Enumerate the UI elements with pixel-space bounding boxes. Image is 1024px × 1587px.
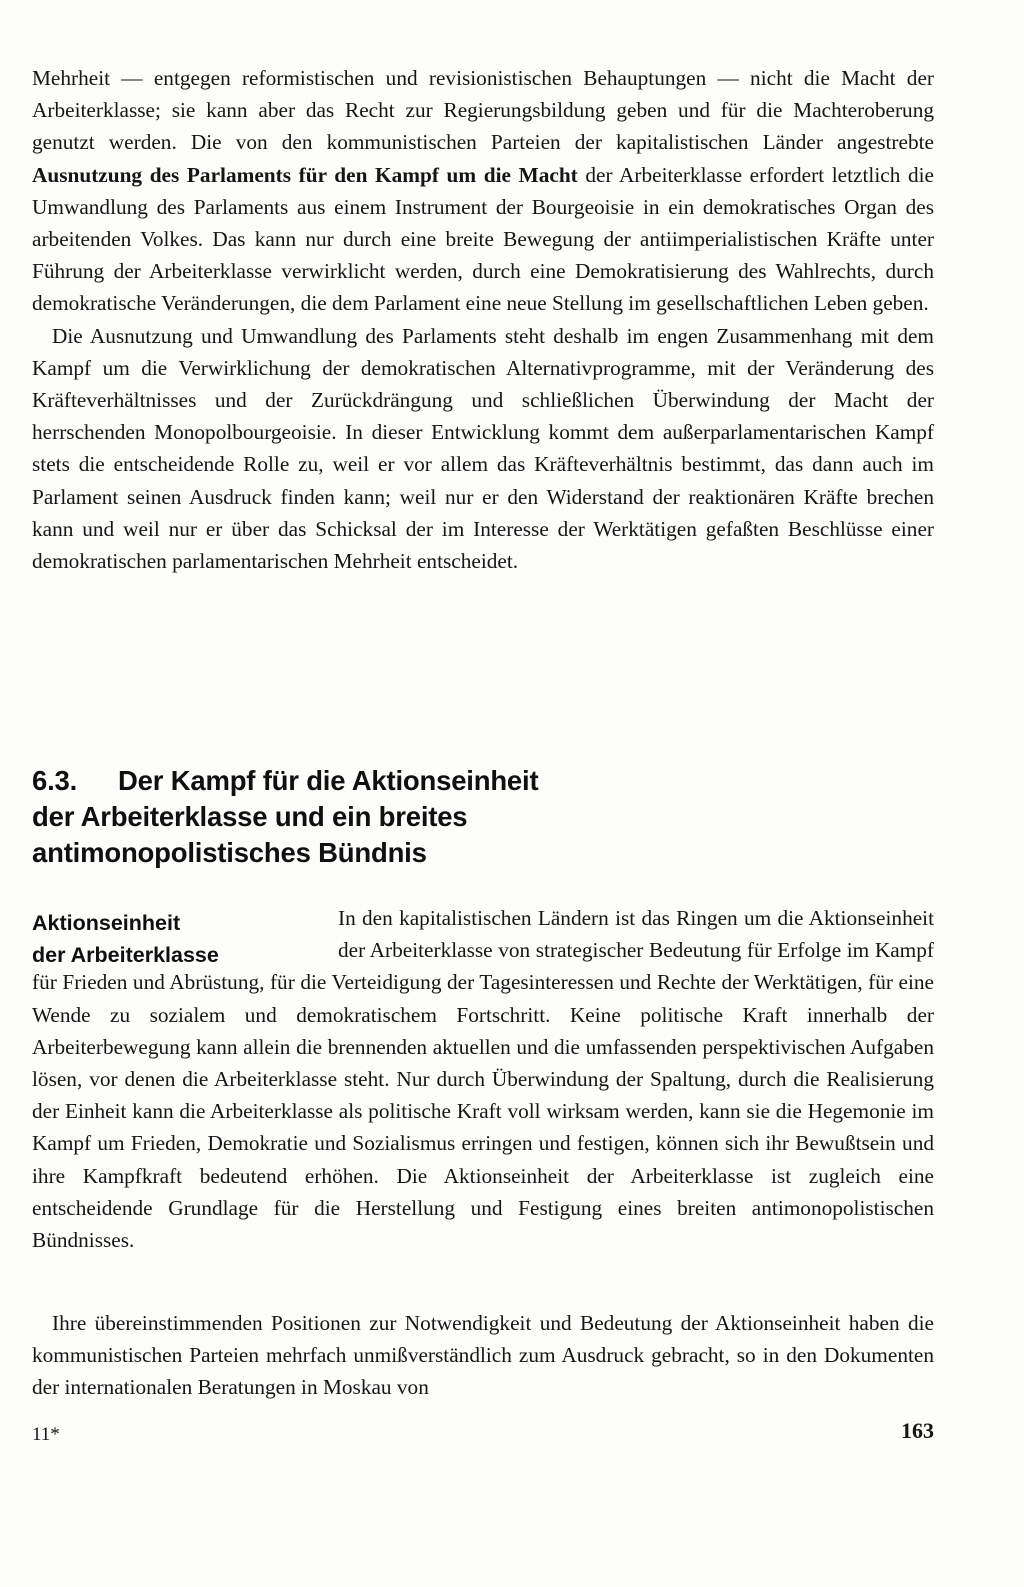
section-title-line-3: antimonopolistisches Bündnis	[32, 837, 427, 868]
section-heading	[32, 763, 792, 871]
printer-signature: 11*	[32, 1424, 60, 1445]
paragraph-text: der Arbeiterklasse erfordert letztlich die Umwandlung des Parlaments aus einem Instrument der Bourgeoisie in ein demokratisches Organ des arbeitenden Volkes. Das kann nur durch eine breite Bewegung der antiimperialistischen Kräfte unter Führung der Arbeiterklasse verwirklicht werden, durch eine Demokratisierung des Wahlrechts, durch demokratische Veränderungen, die dem Parlament eine neue Stellung im gesellschaftlichen Leben geben.	[32, 162, 934, 316]
emphasized-text: Ausnutzung des Parlaments für den Kampf um die Macht	[32, 162, 578, 187]
paragraph-text: In den kapitalistischen Ländern ist das Ringen um die Aktionseinheit der Arbeiterklasse von strategischer Bedeutung für Erfolge im Kampf für Frieden und Abrüstung, für die Verteidigung der Tagesinteressen und Rechte der Werktätigen, für eine Wende zu sozialem und demokratischem Fortschritt. Keine politische Kraft innerhalb der Arbeiterbewegung kann allein die brennenden aktuellen und die umfassenden perspektivischen Aufgaben lösen, vor denen die Arbeiterklasse steht. Nur durch Überwindung der Spaltung, durch die Realisierung der Einheit kann die Arbeiterklasse als politische Kraft voll wirksam werden, kann sie die Hegemonie im Kampf um Frieden, Demokratie und Sozialismus erringen und festigen, können sich ihr Bewußtsein und ihre Kampfkraft bedeutend erhöhen. Die Aktionseinheit der Arbeiterklasse ist zugleich eine entscheidende Grundlage für die Herstellung und Festigung eines breiten antimonopolistischen Bündnisses.	[32, 906, 934, 1253]
text-block-bottom	[32, 1307, 934, 1404]
section-title-line-2: der Arbeiterklasse und ein breites	[32, 801, 468, 832]
paragraph	[32, 902, 934, 1256]
text-block-section	[32, 902, 934, 1256]
section-title-line-1: Der Kampf für die Aktionseinheit	[118, 765, 539, 796]
paragraph: Ihre übereinstimmenden Positionen zur Notwendigkeit und Bedeutung der Aktionseinheit haben die kommunistischen Parteien mehrfach unmißverständlich zum Ausdruck gebracht, so in den Dokumenten der internationalen Beratungen in Moskau von	[32, 1311, 934, 1400]
marginal-heading-line-1: Aktionseinheit	[32, 911, 181, 935]
paragraph	[32, 62, 934, 320]
text-block-top	[32, 62, 934, 577]
marginal-heading-line-2: der Arbeiterklasse	[32, 943, 219, 967]
page-number: 163	[901, 1418, 934, 1443]
section-heading-line	[32, 763, 792, 799]
section-number: 6.3.	[32, 765, 78, 796]
paragraph-text: Mehrheit — entgegen reformistischen und revisionistischen Behauptungen — nicht die Macht der Arbeiterklasse; sie kann aber das Recht zur Regierungsbildung geben und für die Machteroberung genutzt werden. Die von den kommunistischen Parteien der kapitalistischen Länder angestrebte	[32, 66, 934, 155]
paragraph: Die Ausnutzung und Umwandlung des Parlaments steht deshalb im engen Zusammenhang mit dem Kampf um die Verwirklichung der demokratischen Alternativprogramme, mit der Veränderung des Kräfteverhältnisses und der Zurückdrängung und schließlichen Überwindung der Macht der herrschenden Monopolbourgeoisie. In dieser Entwicklung kommt dem außerparlamentarischen Kampf stets die entscheidende Rolle zu, weil er vor allem das Kräfteverhältnis bestimmt, das dann auch im Parlament seinen Ausdruck finden kann; weil nur er den Widerstand der reaktionären Kräfte brechen kann und weil nur er über das Schicksal der im Interesse der Werktätigen gefaßten Beschlüsse einer demokratischen parlamentarischen Mehrheit entscheidet.	[32, 323, 934, 574]
